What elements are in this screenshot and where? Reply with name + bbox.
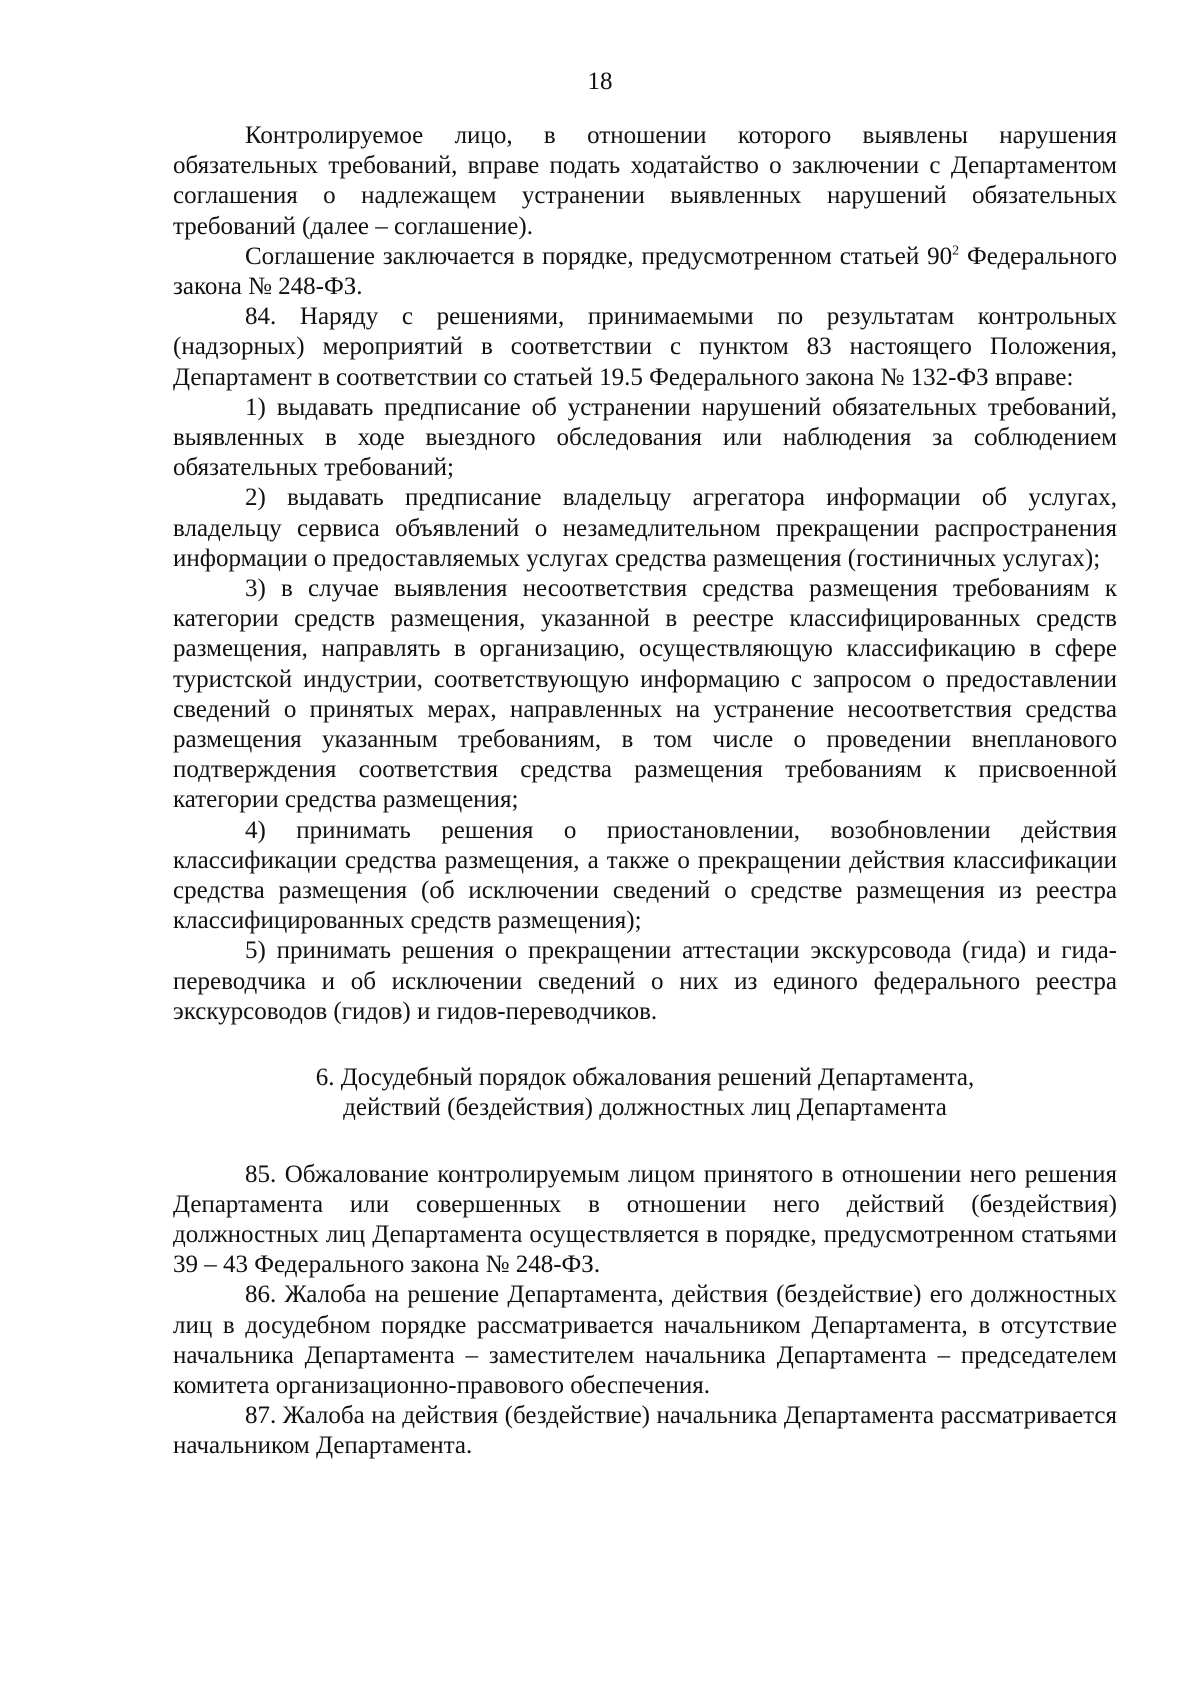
paragraph-87: 87. Жалоба на действия (бездействие) начальника Департамента рассматривается начальником Департамента.	[173, 1402, 1117, 1460]
list-item-1: 1) выдавать предписание об устранении нарушений обязательных требований, выявленных в ходе выездного обследования или наблюдения за соблюдением обязательных требований;	[173, 393, 1117, 482]
paragraph-agreement-request: Контролируемое лицо, в отношении которого выявлены нарушения обязательных требований, вправе подать ходатайство о заключении с Департаментом соглашения о надлежащем устранении выявленных нарушений обязательных требований (далее – соглашение).	[173, 122, 1117, 240]
agreement-text-after: Федерального закона № 248-ФЗ.	[173, 242, 1117, 301]
paragraph-85: 85. Обжалование контролируемым лицом принятого в отношении него решения Департамента или совершенных в отношении него действий (бездействия) должностных лиц Департамента осуществляется в порядке, предусмотренном статьями 39 – 43 Федерального закона № 248-ФЗ.	[173, 1160, 1117, 1279]
section-heading	[173, 1063, 1117, 1123]
document-body	[173, 121, 1117, 1462]
paragraph-84: 84. Наряду с решениями, принимаемыми по результатам контрольных (надзорных) мероприятий в соответствии с пунктом 83 настоящего Положения, Департамент в соответствии со статьей 19.5 Федерального закона № 132-ФЗ вправе:	[173, 303, 1117, 391]
section-heading-line-2: действий (бездействия) должностных лиц Департамента	[343, 1094, 947, 1122]
section-heading-line-1: 6. Досудебный порядок обжалования решений Департамента,	[315, 1064, 975, 1092]
paragraph-agreement-procedure	[173, 242, 1117, 302]
paragraph-86: 86. Жалоба на решение Департамента, действия (бездействие) его должностных лиц в досудебном порядке рассматривается начальником Департамента, в отсутствие начальника Департамента – заместителем начальника Департамента – председателем комитета организационно-правового обеспечения.	[173, 1281, 1117, 1399]
superscript-index: 2	[952, 243, 960, 259]
list-item-3: 3) в случае выявления несоответствия средства размещения требованиям к категории средств размещения, указанной в реестре классифицированных средств размещения, направлять в организацию, осуществляющую классификацию в сфере туристской индустрии, соответствующую информацию с запросом о предоставлении сведений о принятых мерах, направленных на устранение несоответствия средства размещения указанным требованиям, в том числе о проведении внепланового подтверждения соответствия средства размещения требованиям к присвоенной категории средства размещения;	[173, 575, 1117, 814]
list-item-2: 2) выдавать предписание владельцу агрегатора информации об услугах, владельцу сервиса объявлений о незамедлительном прекращении распространения информации о предоставляемых услугах средства размещения (гостиничных услугах);	[173, 484, 1117, 572]
agreement-text-before: Соглашение заключается в порядке, предусмотренном статьей 90	[245, 242, 953, 270]
list-item-5: 5) принимать решения о прекращении аттестации экскурсовода (гида) и гида-переводчика и об исключении сведений о них из единого федерального реестра экскурсоводов (гидов) и гидов-переводчиков.	[173, 937, 1117, 1025]
list-item-4: 4) принимать решения о приостановлении, возобновлении действия классификации средства размещения, а также о прекращении действия классификации средства размещения (об исключении сведений о средстве размещения из реестра классифицированных средств размещения);	[173, 816, 1117, 935]
page-number: 18	[587, 68, 613, 95]
